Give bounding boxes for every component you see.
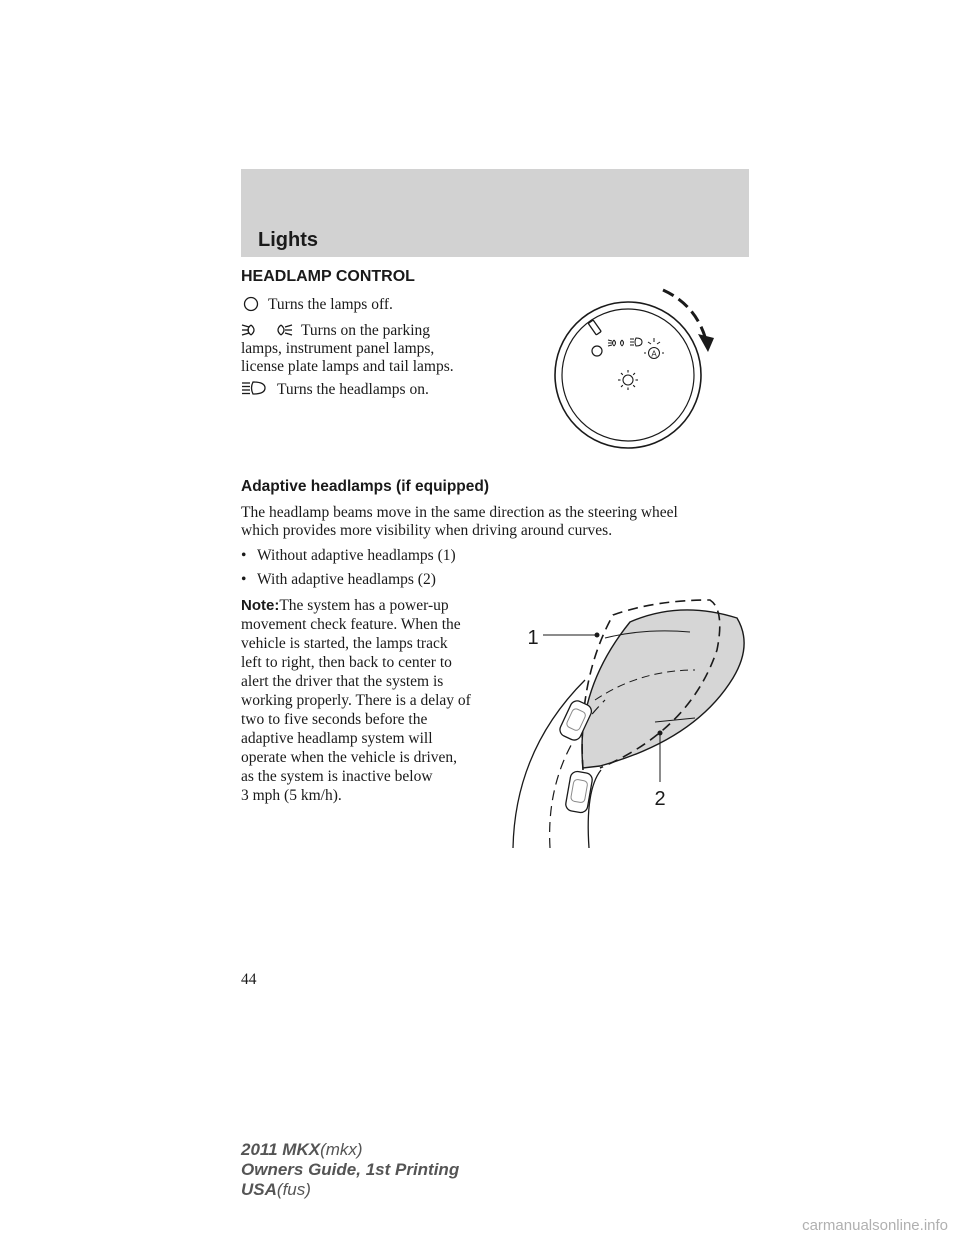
headlamp-dial-illustration [548,280,728,450]
print-footer [241,1140,459,1200]
adaptive-beam-illustration [505,590,755,852]
parking-description-line2: lamps, instrument panel lamps, [241,340,435,357]
parking-description-line3: license plate lamps and tail lamps. [241,358,454,375]
note-line: two to five seconds before the [241,711,428,728]
parking-description-line1: Turns on the parking [301,322,431,339]
off-description: Turns the lamps off. [268,296,393,313]
adaptive-heading: Adaptive headlamps (if equipped) [241,478,490,495]
note-line: adaptive headlamp system will [241,730,433,747]
note-line: working properly. There is a delay of [241,692,471,709]
note-paragraph [241,596,471,805]
footer-model: 2011 MKX [241,1140,321,1159]
section-title: Lights [258,229,318,251]
note-label: Note: [241,597,280,614]
adaptive-intro-line2: which provides more visibility when driving around curves. [241,522,613,539]
section-header [241,169,749,257]
footer-printing: Owners Guide, 1st Printing [241,1160,460,1179]
footer-region-code: (fus) [276,1180,311,1199]
circle-off-icon [243,296,259,317]
note-line: movement check feature. When the [241,616,461,633]
note-line: alert the driver that the system is [241,673,444,690]
note-line: left to right, then back to center to [241,654,452,671]
footer-model-code: (mkx) [320,1140,363,1159]
dial-auto-label: A [651,349,657,359]
note-line: 3 mph (5 km/h). [241,787,342,804]
adaptive-intro-line1: The headlamp beams move in the same direction as the steering wheel [241,504,678,521]
callout-1: 1 [527,627,539,649]
bullet-item: • With adaptive headlamps (2) [241,571,436,588]
note-line: as the system is inactive below [241,768,433,785]
page-number: 44 [241,971,257,988]
bullet-text: With adaptive headlamps (2) [257,571,436,588]
headlamp-icon [241,380,267,401]
headlamp-control-heading: HEADLAMP CONTROL [241,268,415,285]
callout-2: 2 [654,788,666,810]
note-line: The system has a power-up [279,597,449,614]
note-line: operate when the vehicle is driven, [241,749,458,766]
watermark: carmanualsonline.info [802,1217,948,1234]
bullet-text: Without adaptive headlamps (1) [257,547,456,564]
footer-region: USA [241,1180,277,1199]
bullet-item: • Without adaptive headlamps (1) [241,547,456,564]
headlamps-description: Turns the headlamps on. [277,381,429,398]
note-line: vehicle is started, the lamps track [241,635,448,652]
